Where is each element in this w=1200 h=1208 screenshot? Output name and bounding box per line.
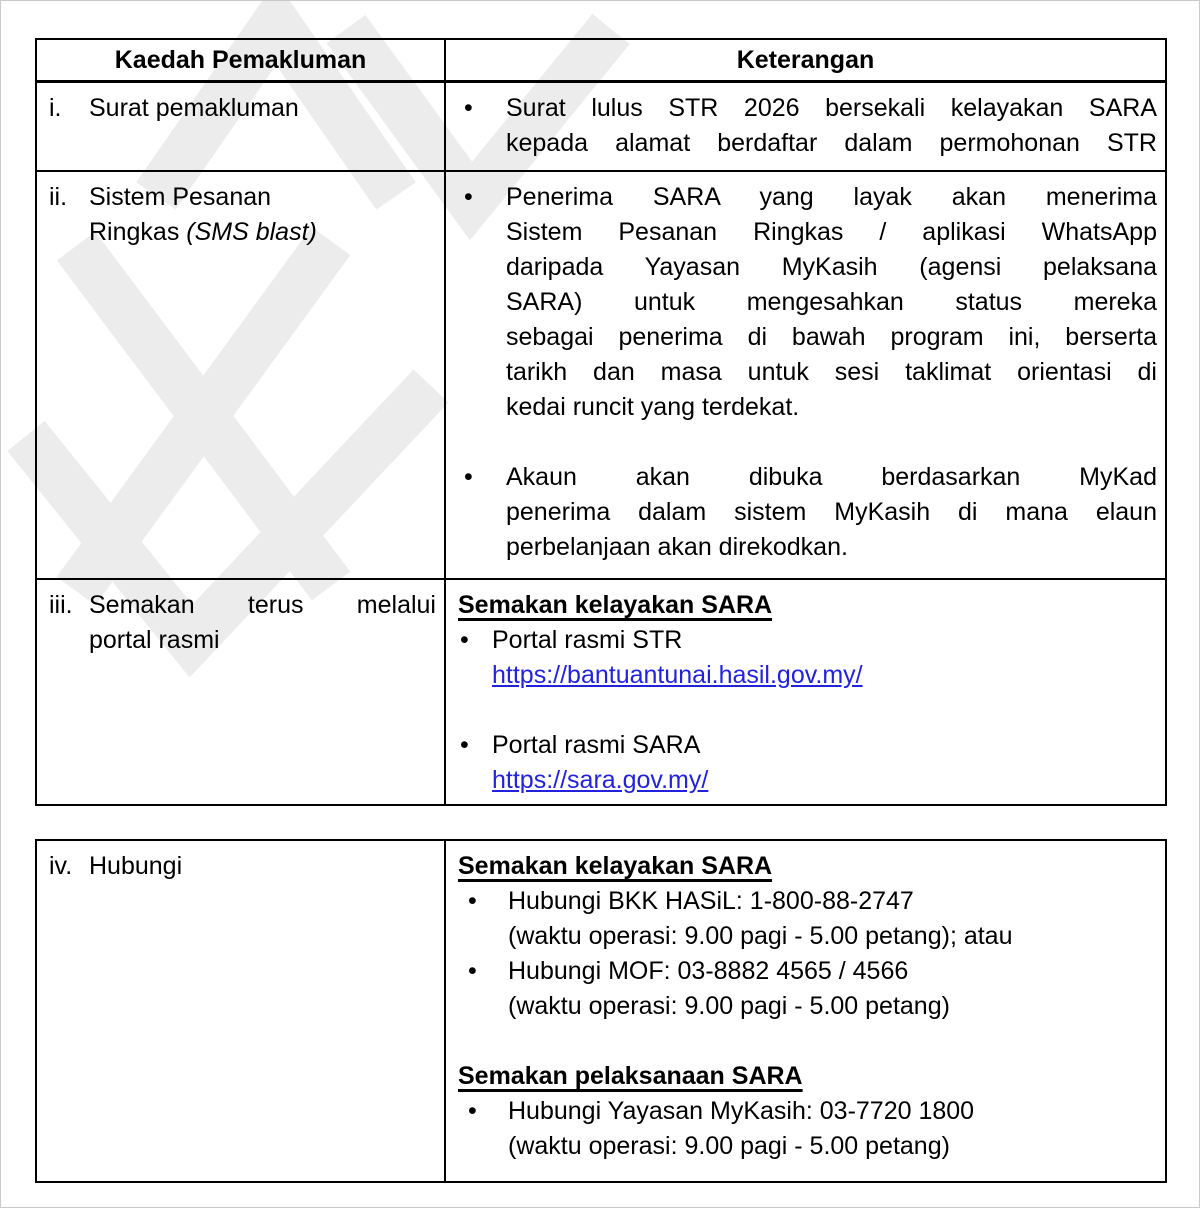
text-line: daripada Yayasan MyKasih (agensi pelaksana — [506, 253, 1157, 281]
row-number: iii. — [49, 591, 73, 619]
list-item — [458, 460, 1157, 565]
text-line: Hubungi BKK HASiL: 1-800-88-2747 — [508, 887, 914, 915]
bullet-icon — [458, 1094, 508, 1164]
bullet-icon — [458, 91, 506, 161]
method-label-hubungi: Hubungi — [89, 852, 183, 880]
section-heading-semakan-kelayakan-2: Semakan kelayakan SARA — [458, 852, 773, 880]
text-line: (waktu operasi: 9.00 pagi - 5.00 petang) — [508, 1132, 950, 1160]
text-line: Penerima SARA yang layak akan menerima — [506, 183, 1157, 211]
list-item — [458, 954, 1157, 1024]
table-row-iii — [36, 579, 1166, 805]
bullet-icon — [458, 954, 508, 1024]
text-line: Hubungi Yayasan MyKasih: 03-7720 1800 — [508, 1097, 975, 1125]
contact-mof — [508, 954, 1157, 1024]
bullet-text — [506, 91, 1157, 161]
table-header-row — [36, 39, 1166, 82]
text-line: Sistem Pesanan Ringkas / aplikasi WhatsApp — [506, 218, 1157, 246]
bullet-icon — [458, 460, 506, 565]
contact-table — [35, 839, 1167, 1183]
text-line: sebagai penerima di bawah program ini, berserta — [506, 323, 1157, 351]
text-line: perbelanjaan akan direkodkan. — [506, 533, 848, 561]
link-bantuantunai-hasil[interactable]: https://bantuantunai.hasil.gov.my/ — [492, 661, 863, 689]
method-label-portal-rasmi: Semakan terus melalui portal rasmi — [89, 591, 436, 654]
text-line: kepada alamat berdaftar dalam permohonan STR — [506, 129, 1157, 157]
list-item — [458, 884, 1157, 954]
contact-yayasan-mykasih — [508, 1094, 1157, 1164]
blank-line — [458, 1024, 1157, 1059]
table-row-i — [36, 82, 1166, 172]
row-number: i. — [49, 94, 62, 122]
list-item — [458, 180, 1157, 425]
bullet-icon — [458, 623, 492, 693]
text-line: Hubungi MOF: 03-8882 4565 / 4566 — [508, 957, 909, 985]
text-line: kedai runcit yang terdekat. — [506, 393, 800, 421]
blank-line — [458, 693, 1157, 728]
portal-str-label: Portal rasmi STR — [492, 626, 683, 654]
blank-line — [458, 425, 1157, 460]
section-heading-semakan-kelayakan: Semakan kelayakan SARA — [458, 591, 773, 619]
text-line: (waktu operasi: 9.00 pagi - 5.00 petang) — [508, 992, 950, 1020]
method-label-sms-blast: Sistem Pesanan Ringkas (SMS blast) — [89, 183, 317, 246]
bullet-text — [506, 180, 1157, 425]
contact-bkk-hasil — [508, 884, 1157, 954]
text-line: Akaun akan dibuka berdasarkan MyKad — [506, 463, 1157, 491]
list-item — [458, 1094, 1157, 1164]
column-header-method: Kaedah Pemakluman — [36, 39, 445, 82]
text-line: Surat lulus STR 2026 bersekali kelayakan SARA — [506, 94, 1157, 122]
text-line: penerima dalam sistem MyKasih di mana elaun — [506, 498, 1157, 526]
notification-methods-table — [35, 38, 1167, 806]
table-row-iv — [36, 840, 1166, 1182]
link-sara-gov[interactable]: https://sara.gov.my/ — [492, 766, 709, 794]
row-number: ii. — [49, 183, 68, 211]
text-line: SARA) untuk mengesahkan status mereka — [506, 288, 1157, 316]
row-number: iv. — [49, 852, 73, 880]
list-item — [458, 623, 1157, 693]
text-line: (waktu operasi: 9.00 pagi - 5.00 petang); atau — [508, 922, 1013, 950]
bullet-icon — [458, 728, 492, 798]
portal-sara-label: Portal rasmi SARA — [492, 731, 701, 759]
list-item — [458, 728, 1157, 798]
bullet-icon — [458, 884, 508, 954]
text-line: tarikh dan masa untuk sesi taklimat orientasi di — [506, 358, 1157, 386]
section-heading-semakan-pelaksanaan: Semakan pelaksanaan SARA — [458, 1062, 803, 1090]
bullet-icon — [458, 180, 506, 425]
method-label-surat-pemakluman: Surat pemakluman — [89, 94, 299, 122]
table-row-ii — [36, 171, 1166, 579]
column-header-description: Keterangan — [445, 39, 1166, 82]
list-item — [458, 91, 1157, 161]
bullet-text — [506, 460, 1157, 565]
